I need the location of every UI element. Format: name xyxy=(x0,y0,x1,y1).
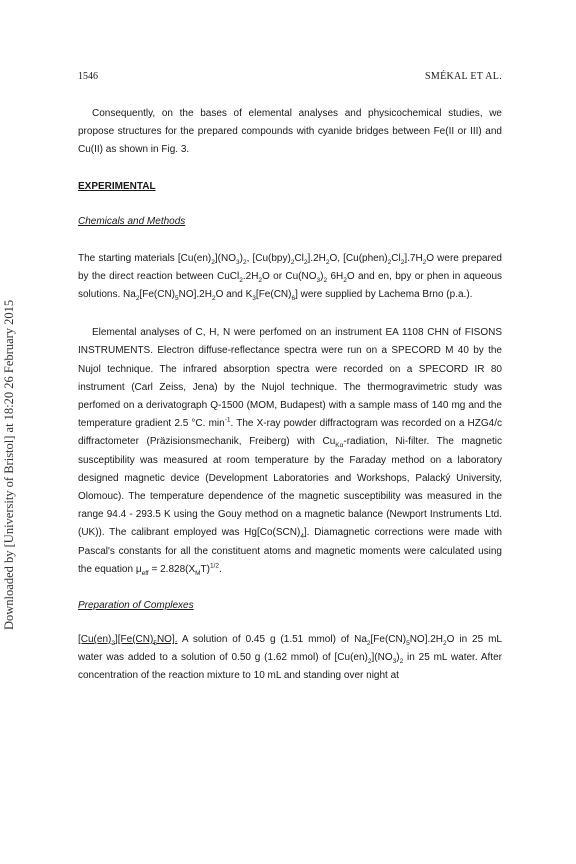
compound-label: $[Cu(en)_2][Fe(CN)_5NO]$. xyxy=(78,634,178,648)
starting-materials-paragraph: The starting materials $[Cu(en)_2](NO_3)_2$, $[Cu(bpy)_2Cl_2].2H_2O$, $[Cu(phen)_2Cl_2].7H_2O$ were prepared by the direct reaction between $CuCl_2.2H_2O$ or $Cu(NO_3)_2$ $6H_2O$ and en, bpy or phen in aqueous solutions. $Na_2[Fe(CN)_5NO].2H_2O$ and $K_3[Fe(CN)_6]$ were supplied by Lachema Brno (p.a.). xyxy=(78,252,503,303)
download-watermark: Downloaded by [University of Bristol] at 18:20 26 February 2015 xyxy=(2,299,16,630)
page-body xyxy=(78,105,502,686)
preparation-heading: Preparation of Complexes xyxy=(78,600,194,612)
page-number: 1546 xyxy=(78,71,98,82)
chemicals-heading: Chemicals and Methods xyxy=(78,215,186,227)
intro-paragraph: Consequently, on the bases of elemental analyses and physicochemical studies, we propose structures for the prepared compounds with cyanide bridges between Fe(II or III) and Cu(II) as shown in Fig. 3. xyxy=(78,108,502,156)
running-head: SMÉKAL ET AL. xyxy=(425,71,502,82)
preparation-paragraph: $[Cu(en)_2][Fe(CN)_5NO]$. A solution of 0.45 g (1.51 mmol) of $Na_2[Fe(CN)_5NO].2H_2O$ in 25 mL water was added to a solution of 0.50 g (1.62 mmol) of $[Cu(en)_2](NO_3)_2$ in 25 mL water. After concentration of the reaction mixture to 10 mL and standing over night at xyxy=(78,634,502,682)
methods-paragraph: Elemental analyses of C, H, N were perfomed on an instrument EA 1108 CHN of FISONS INSTRUMENTS. Electron diffuse-reflectance spectra were run on a SPECORD M 40 by the Nujol technique. The infrared absorption spectra were recorded on a SPECORD IR 80 instrument (Carl Zeiss, Jena) by the Nujol technique. The thermogravimetric study was perfomed on a derivatograph Q-1500 (MOM, Budapest) with a sample mass of 140 mg and the temperature gradient 2.5 °C. $\min^{-1}$. The X-ray powder diffractogram was recorded on a HZG4/c diffractometer (Präzisionsmechanik, Freiberg) with $Cu_{K\alpha}$-radiation, Ni-filter. The magnetic susceptibility was measured at room temperature by the Faraday method on a laboratory designed magnetic device (Development Laboratories and Workshops, Palacký University, Olomouc). The temperature dependence of the magnetic susceptibility was measured in the range 94.4 - 293.5 K using the Gouy method on a magnetic balance (Newport Instruments Ltd. (UK)). The calibrant employed was $Hg[Co(SCN)_4]$. Diamagnetic corrections were made with Pascal's constants for all the constituent atoms and magnetic moments were calculated using the equation $\mu_{eff} = 2.828(X_MT)^{1/2}$. xyxy=(78,327,503,577)
running-header xyxy=(78,71,502,85)
experimental-heading: EXPERIMENTAL xyxy=(78,180,156,192)
